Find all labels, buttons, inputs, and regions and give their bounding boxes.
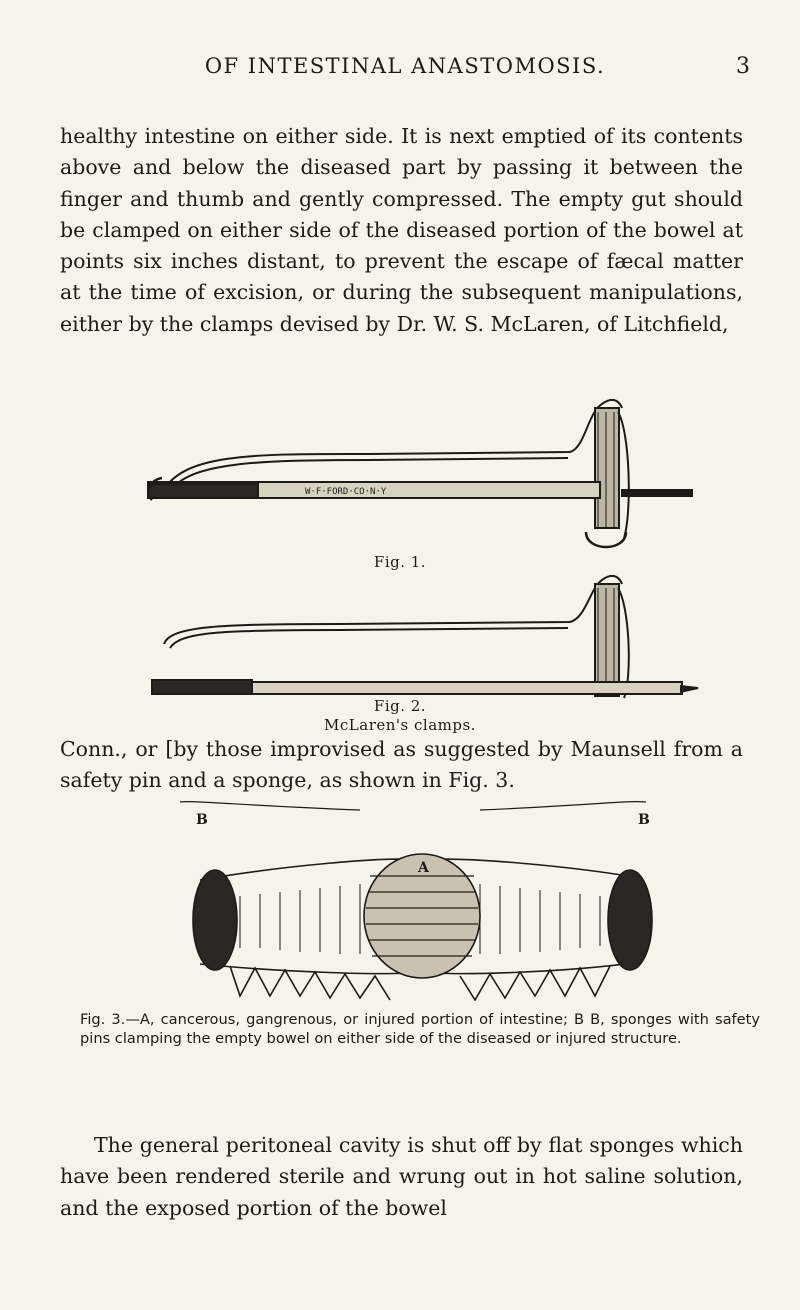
paragraph-1: healthy intestine on either side. It is next emptied of its contents above and below the diseased part by passing it between the finger and thumb and gently compressed. The empty gut should be clamped on either side of the diseased portion of the bowel at points six inches distant, to prevent the escape of fæcal matter at the time of excision, or during the subsequent manipulations, either by the clamps devised by Dr. W. S. McLaren, of Litchfield, — [60, 124, 743, 336]
figure-3-label-b-right: B — [638, 812, 650, 828]
figure-3-label-b-left: B — [196, 812, 208, 828]
figure-1-caption: Fig. 1. — [373, 553, 427, 571]
paragraph-3: The general peritoneal cavity is shut off by flat sponges which have been rendered sterile and wrung out in hot saline solution, and the exposed portion of the bowel — [60, 1133, 743, 1220]
running-title: OF INTESTINAL ANASTOMOSIS. — [204, 54, 606, 78]
running-head — [60, 54, 750, 84]
figures-1-2-subcaption: McLaren's clamps. — [324, 716, 476, 734]
page-number: 3 — [736, 54, 750, 79]
figure-3-sponge-clamp-illustration — [160, 796, 680, 1001]
figure-3-label-a: A — [418, 860, 429, 876]
figure-1-clamp-illustration — [140, 352, 700, 552]
figure-3-caption: Fig. 3.—A, cancerous, gangrenous, or injured portion of intestine; B B, sponges with safety pins clamping the empty bowel on either side of the diseased or injured structure. — [80, 1011, 760, 1047]
paragraph-2: Conn., or [by those improvised as suggested by Maunsell from a safety pin and a sponge, as shown in Fig. 3. — [60, 737, 743, 793]
figure-2-caption: Fig. 2. — [373, 697, 427, 715]
figure-2-clamp-illustration — [140, 568, 700, 708]
clamp-engraving: W·F·FORD·CO·N·Y — [305, 487, 387, 497]
